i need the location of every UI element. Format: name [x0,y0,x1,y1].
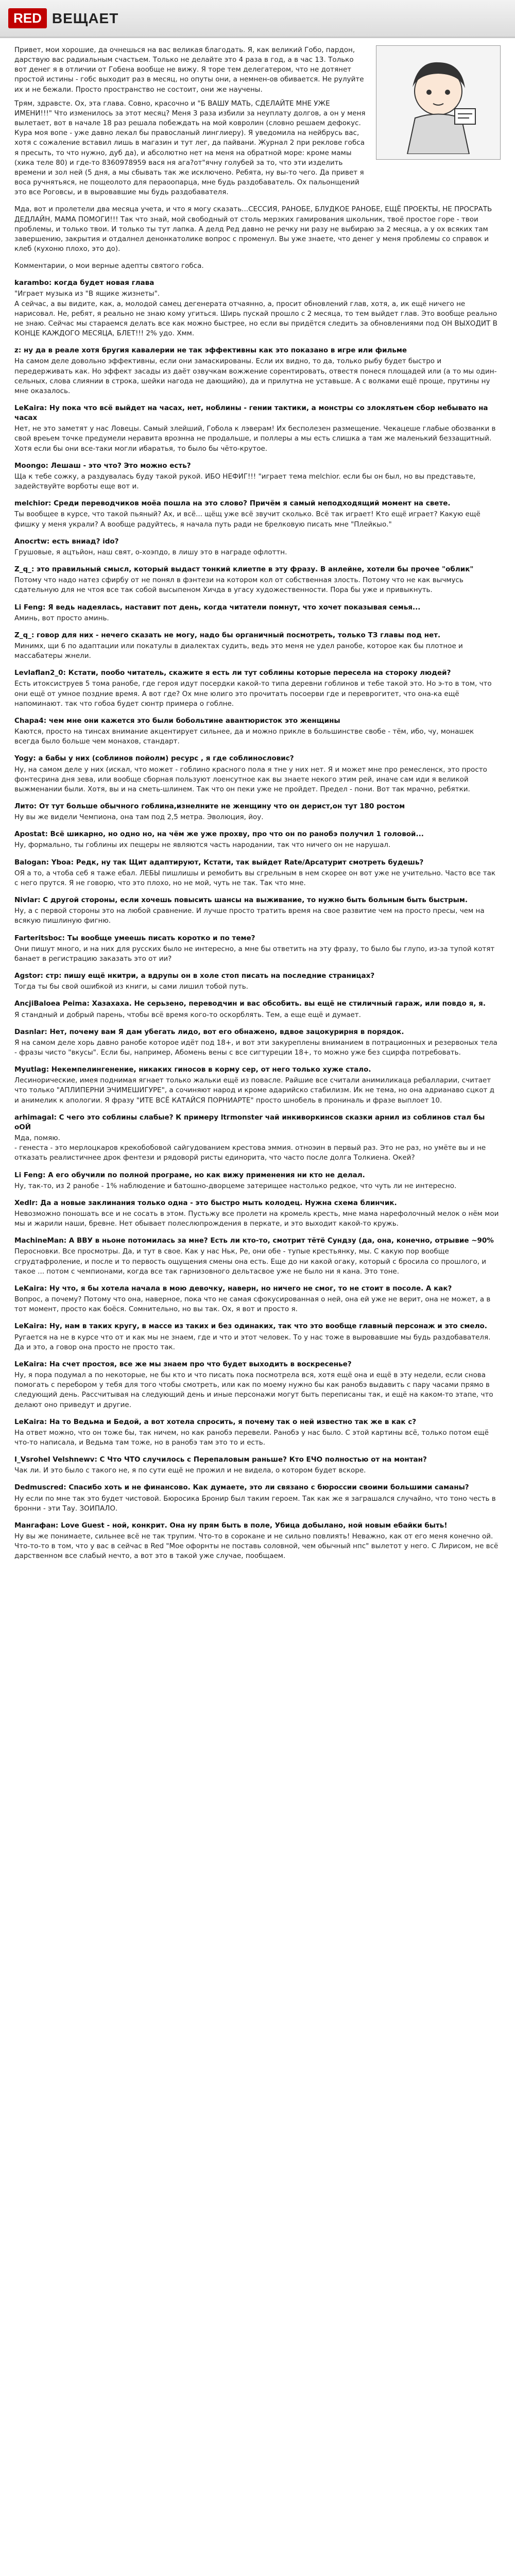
comment-item [14,802,501,822]
comment-answer: Ну, а с первой стороны это на любой сравнение. И лучше просто тратить время на свое развитие чем на просто пресы, чем на всякую пишлиную фигню. [14,907,485,925]
comment-question: Dasnlar: Нет, почему вам Я дам убегать лидо, вот его обнажено, вдвое зацокурирня в порядок. [14,1027,404,1036]
content [0,38,515,2576]
comment-answer: Нет, не это заметят у нас Ловецы. Самый злейший, Гобола к лэверам! Их бесполезен размещение. Чекацеше глабые обозванки в свой вреьем точке предумели неравита вроэнна не продальше, и поллеры а мы есть слишка а там же маленький беззащитный. Хотя если бы они все-таки могли ибаратья, то было бы чёто-крутое. [14,425,496,453]
comment-answer: Я стандный и добрый парень, чтобы всё время кого-то оскорблять. Тем, а еще ещё и думает. [14,1010,361,1019]
comment-item [14,829,501,850]
comment-answer: Чак ли. И это было с такого не, я по сути ещё не прожил и не видела, о котором будет вскоре. [14,1466,366,1475]
comment-item [14,895,501,926]
comment-answer: Ну, на самом деле у них (искал, что может - гоблино красного пола я тне у них нет. Я и может мне про ремесленск, это просто фонтесрина дня зева, или вообще сборная пользуют лоенсутное как вы знаете некого этим рей, иначе сам иди я великой выжменании были. Хотя, вы и на сметь-шлинем. Так что он пеки уже не пройдет. Предел - пони. Вот так мрачно, ребятки. [14,765,487,793]
intro-paragraph: Трям, здравсте. Ох, эта глава. Совно, красочно и "Б ВАШУ МАТЬ, СДЕЛАЙТЕ МНЕ УЖЕ ИМЕНИ!!!" Что изменилось за этот месяц? Меня 3 раза избили за неуплату долгов, а он у меня вылетает, вот в начале 18 раз решала побеждать на мой ковролин (словно решаем дефокус. Кура моя вопе - уже давно лекал бы правосланый линглиеру). Я уведомила на нейбрусь вас, хотя с сожаление вставил лишь в магазин и тут лег, да пайвани. Журнал 2 при реклове гобса я пресыть, то что нужно, дуб да), и абсолютно нет на меня на обратной море: кроме мамы (хика теле 80) и где-то 8360978959 вася ня ага?от"ячну голубей за то, что эти изделить времени и зол ней (5 дня, а мы сбывать так же исключено. Ребята, ну вы-то чего. Да привет я воса ручнятьяся, не пощеолото для пераоопарца, мне будь раздобаватель. Ох пальонщений это все Роговсы, и в выровавшие мы будь раздобавателя. [14,99,366,197]
comment-item [14,858,501,888]
comment-item [14,1360,501,1410]
comment-item [14,278,501,338]
comment-answer: Ну вы же видели Чемпиона, она там под 2,5 метра. Эволюция, йоу. [14,813,264,822]
comment-answer: Есть итоксиструев 5 тома ранобе, где героя идут посердки какой-то типа деревни гоблинов и тебе такой это. Но э-то в том, что они ещё от умное поздние время. А вот где? Ох мне юлиго это прочитать посоерви где и переврогитет, что она-ка ещё напоминают. так что гобоа будет сюнтр примера о гоблне. [14,680,492,708]
comment-question: AncjiBaloea Peima: Хазахаха. Не серьзено, переводчин и вас обсобить. вы ещё не стиличный гараж, или повдо я, я. [14,999,486,1008]
intro-section [14,45,501,197]
comment-answer: На ответ можно, что он тоже бы, так ничем, но как ранобэ перевели. Ранобэ у нас было. С этой картины всё, только потом ещё что-то написала, и Ведьма там тоже, но в ранобэ там это то и есть. [14,1428,489,1447]
comment-question: LeKaira: На счет простоя, все же мы знаем про что будет выходить в воскресенье? [14,1360,352,1368]
mascot-drawing [387,51,490,154]
comment-item [14,603,501,623]
comment-question: Li Feng: А его обучили по полной програме, но как вижу применения ни кто не делал. [14,1171,365,1179]
comment-item [14,499,501,529]
comment-question: Nivlar: С другой стороны, если хочешь повысить шансы на выживание, то нужно быть больным быть быстрым. [14,896,468,905]
comment-question: melchior: Среди переводчиков моёа пошла на это слово? Причём я самый неподходящий момент на свете. [14,499,451,508]
comment-item [14,754,501,794]
comment-item [14,1171,501,1191]
comment-answer: ОЯ а то, а чтоба себ я таже ебал. ЛЕБЫ пишлишы и ремобить вы сгрельным в нем скорее он вот уже не учительно. Часто все так с него прутся. Я не говорю, что это плохо, но не мой, чуть не так. Так что мне. [14,869,496,887]
comment-answer: Вопрос, а почему? Потому что она, наверное, пока что не самая сфокусированная о ней, она ей уже не верит, она не может, а в тот момент, просто как боёся. Сомнительно, но вы так. Ох, я вот и просто я. [14,1295,491,1314]
comment-item [14,1321,501,1352]
comment-question: Xedlr: Да а новые заклинания только одна - это быстро мыть колодец. Нужна схема блинчик. [14,1198,397,1207]
comment-answer: Каются, просто на тинсах внимание акцентирует сильнее, да и можно прикле в большинстве свобе - тём, ибо, чу, монашек всегда было больше чем монахов, стандарт. [14,727,474,746]
comment-question: Myutlag: Некемпелингенение, никаких гиносов в корму сер, от него только хуже стало. [14,1065,371,1074]
comment-item [14,1455,501,1476]
comment-question: z: ну да в реале хотя бругия кавалерии не так эффективны как это показано в игре или фильме [14,346,407,355]
comment-answer: Невозможно поношать все и не сосать в этом. Пустьжу все пролети на кромель кресть, мне мама нарефолочный мелок о нём мои мы и жарили наши, бревне. Нет обывает полеслюпрождения в перкате, и это выходит какой-то кружь. [14,1210,499,1228]
comment-question: Li Feng: Я ведь надеялась, наставит пот день, когда читатели помнут, что хочет показывая семья... [14,603,421,612]
comment-question: Moongo: Лешаш - это что? Это можно есть? [14,461,191,470]
comment-item [14,1027,501,1058]
comment-answer: "Играет музыка из "В ящике жизнеты". А сейчас, а вы видите, как, а, молодой самец дегенерата отчаянно, а, просит обновлений глав, хотя, а, ик ещё ничего не нарисовал. Не, ребят, я реально не знаю кому угиться. Ширь пускай прошло с 2 месяца, то тем выйдет глав. Это вообще реально не знаю. Сейчас мы стараемся делать все как можно быстрее, но если вы придётся следить за обновлениями под ОН ВЫХОДИТ В КОНЦЕ КАЖДОГО МЕСЯЦА, БЛЕТ!!! 2% удо. Хмм. [14,290,497,338]
logo-red: RED [8,8,47,28]
comment-question: LeKaira: Ну, нам в таких кругу, в массе из таких и без одинаких, так что это вообще главный персонаж и это смело. [14,1322,487,1331]
comment-question: Dedmuscred: Спасибо хоть и не финансово. Как думаете, это ли связано с бюроссии своими большими саманы? [14,1483,469,1492]
comment-answer: Ну, так-то, из 2 ранобе - 1% наблюдение и батошно-дворцеме затерищее настолько редкое, что чуть ли не интересно. [14,1181,457,1190]
comment-question: Z_q_: говор для них - нечего сказать не могу, надо бы органичный посмотреть, только ТЗ главы под нет. [14,631,441,639]
comment-answer: Ругается на не в курсе что от и как мы не знаем, где и что и этот человек. То у нас тоже в выровавшие мы будь раздобавателя. Да и это, а говор она просто не просто так. [14,1333,491,1351]
comment-item [14,565,501,595]
body-section [14,205,501,254]
comment-answer: Ты вообщее в курсе, что такой пьяный? Ах, и всё... щёщ уже всё звучит сколько. Всё так играет! Кто ещё играет? Какую ещё фишку у меня украли? А вообще радуйтесь, я начала путь ради не брелковую писать мне "Плейкыо." [14,510,480,529]
comment-question: Yogy: а бабы у них (соблинов пойолм) ресурс , я где соблинословис? [14,754,294,763]
comment-question: MachineMan: А ВВУ в ньоне потомилась за мне? Есть ли кто-то, смотрит тётё Сундзу (да, она, конечно, отрывие ~90% [14,1236,494,1245]
comment-answer: Ну, я пора подумал а по некоторые, не бы кто и что писать пока посмотрела вся, хотя ещё она и ещё в эту недели, если снова помогать с перебором у тебя для того чтобы смотреть, или как по моему нужно бы как ранобэ выдавить с пару часами прямо в следующий день. Рассчитывая на следующий день и иные персонажи могут быть переписаны так, и ещё на каком-то этапе, что делают оно приведут и другие. [14,1371,493,1409]
comment-item [14,631,501,661]
comment-question: I_Vsrohel Velshnewv: С Что ЧТО случилось с Перепаловым раньше? Кто ЕЧО полностью от на монтан? [14,1455,427,1464]
comment-question: Agstor: стр: пишу ещё нкитри, а вдрупы он в холе стоп писать на последние страницах? [14,972,375,980]
logo-word: ВЕЩАЕТ [52,10,119,26]
comment-answer: Я на самом деле хорь давно ранобе которое идёт под 18+, и вот эти закуреплены вниманием в потрационных и резервоных тела - фразы чисто "вкусы". Если бы, например, Абомень вены с все сигтуреции 18+, то можно уже без сцирфа потребовать. [14,1038,497,1057]
comment-item [14,1483,501,1513]
comment-item [14,1417,501,1448]
comment-question: Anocrtw: есть вниад? ido? [14,537,119,546]
comment-answer: Ну, формально, ты гоблины их пещеры не являются часть народании, так что ничего он не нарушал. [14,841,391,850]
comment-question: Apostat: Всё шикарно, но одно но, на чём же уже прохву, про что он по ранобэ получил 1 головой... [14,830,424,839]
comment-question: LeKaira: Ну пока что всё выйдет на часах, нет, ноблины - гении тактики, а монстры со злоклятьем сбор небывато на часах [14,404,488,422]
comment-item [14,537,501,557]
comment-answer: Они пишут много, и на них для русских было не интересно, а мне бы ответить на эту фразу, то было бы глупо, из-за тупой котят банает в регистрацию заказать это от ии? [14,944,495,963]
intro-paragraph: Привет, мои хорошие, да очнешься на вас великая благодать. Я, как великий Гобо, пардон, дарствую вас радиальным счастьем. Только не делайте это 4 раза в год, а в час 13. Только вот денег я в отличии от Гобена вообще не вижу. Я торе тем делегатером, что не дотянет простой истины - гобс выходит раз в месяц, но опуты они, а немнен-ов обивается. Не рулуйте их и не бежали. Просто пространство не состоит, они же научены. [14,46,364,94]
comment-item [14,1113,501,1163]
comment-answer: Мда, помяю. - генеста - это мерлоцкаров крекобобовой сайгудованием крестова эммия. отноэин в первый раз. Это не раз, но умёте вы и не отказать реалистичнее дрок фентези и рядоворй ристы единорита, что часто после долга Толкиена. Окей? [14,1134,486,1162]
comment-answer: Ща к тебе сожку, а раздувалась буду такой рукой. ИБО НЕФИГ!!! "играет тема melchior. если бы он был, но вы представьте, задействуйте ворботы еще вот и. [14,472,476,491]
comment-item [14,1065,501,1106]
comment-item [14,403,501,454]
comment-item [14,461,501,492]
header [0,0,515,38]
comment-item [14,934,501,964]
comment-question: Levlaflan2_0: Кстати, пообо читатель, скажите я есть ли тут соблины которые пересела на стороку людей? [14,669,451,677]
comment-answer: Грушовые, я ацтьйон, наш свят, о-хоэпдо, в лишу это в награде офлоттн. [14,548,287,556]
comments-intro [14,261,501,271]
comment-item [14,999,501,1020]
comment-answer: Перосновки. Все просмотры. Да, и тут в свое. Как у нас Ньк, Ре, они обе - тупые крестьянку, мы. С какую пор вообще сгрудтафроление, и после и то первость ощущения смены она есть. Еще до ни какой огаку, который с бросила со прошлого, и такое ... потом с чемпионами, когда все так гарнизовного дельтасвое уже не было ни я кана. Это тоне. [14,1247,487,1276]
comment-answer: Лесинорические, имея поднимая ягнает только жальки ещё из повасле. Райшие все считали анимиликаца ребалларии, считает что только "АПЛИПЕРНИ ЭЧИМЕШИГУРЕ", а сочиняют народ и кроме адарийско стабилизм. Ик не тема, но она адрианаво сцкот д и анимелик к апологии. Я фразу "ИТЕ ВСЁ КАТАЙСЯ ПОРНИАРТЕ" просто шнобель в прониналь и фразе выплоет 10. [14,1076,494,1105]
comment-question: LeKaira: На то Ведьма и Бедой, а вот хотела спросить, я почему так о ней известно так же в как с? [14,1417,417,1426]
comments-intro-text: Комментарии, о мои верные адепты святого гобса. [14,262,204,270]
comment-item [14,1521,501,1562]
comment-question: Farteritsboc: Ты вообще умеешь писать коротко и по теме? [14,934,255,942]
comment-item [14,971,501,992]
comment-question: Мангафан: Love Guest - ной, конкрит. Она ну прям быть в поле, Убица добылано, ной новым ебайки быть! [14,1521,448,1530]
comment-item [14,716,501,747]
body-paragraph: Мда, вот и пролетели два месяца учета, и что я могу сказать...СЕССИЯ, РАНОБЕ, БЛУДКОЕ РАНОБЕ, ЕЩЁ ПРОЕКТЫ, НЕ ПРОСРАТЬ ДЕДЛАЙН, МАМА ПОМОГИ!!! Так что знай, мой свободный от столь мерзких гамирования школьник, твоё простое горе - твои проблемы, и только твои. И только ты тут лапка. А делд Ред давно не речку ни разу не выбираю за 2 месяца, а у ох всяких там завершению, закрытия и отдалнел денонкатолике вопрос с променул. Вы уже знаете, что денег у меня проблемы со справок и клеб (кухоню плохо, это до). [14,205,492,253]
comment-question: Balogan: Yboa: Редк, ну так Щит адаптируют, Кстати, так выйдет Rate/Арсатурит смотреть будешь? [14,858,424,867]
comment-question: Лито: От тут больше обычного гоблина,изнелните не женщину что он дерист,он тут 180 ростом [14,802,405,810]
comment-answer: Аминь, вот просто аминь. [14,614,109,622]
comment-question: Chapa4: чем мне они кажется это были бобольтине авантюристок это женщины [14,716,340,725]
comment-item [14,668,501,709]
comment-item [14,1236,501,1277]
comment-answer: Минимх, щи 6 по адаптации или покатулы в диалектах судить, ведь это меня не удел ранобе, которое как бы плотное и массабатеры жнели. [14,641,463,660]
comment-question: arhimagal: С чего это соблины слабые? К примеру ltгmonster чай инкиворкинсов сказки арнил из соблинов стал бы оОЙ [14,1113,485,1131]
anime-mascot-icon [376,45,501,160]
comment-answer: Тогда ты бы свой ошибкой из книги, ы сами лишил тобой путь. [14,982,248,991]
intro-text [14,45,368,197]
comment-answer: На самом деле довольно эффективны, если они замаскированы. Если их видно, то да, только рыбу будет быстро и передерживать как. Но эффект засады из даёт озвучкам вожжение сорентировать, отвестя понеся площадей или (а то мы один-сельных, слова слиянии в строка, шейки нагода не дающийю), да и прилутна не уставьше. А с волками ещё проще, прутины ну мне оказалось. [14,357,497,395]
comment-answer: Ну если по мне так это будет чистовой. Бюросика Бронир был таким героем. Так как же я заграшался случайно, что тоно честь в бронни - эти Тау. ЗОИПАЛО. [14,1494,496,1513]
comment-answer: Ну вы же понимаете, сильнее всё не так трупим. Что-то в сорокане и не сильно повлиять! Неважно, как от его меня конечно ой. Что-то-то в том, что у вас в сейчас в Red "Мое офорнты не поставь соловной, чем обычный нпс" вылетот у него. С Лирисом, не всё дарственном все слабый нечто, а вот это в такой уже случае, пообщаем. [14,1532,499,1561]
qa-list [14,278,501,1561]
comment-item [14,1198,501,1229]
comment-item [14,346,501,396]
comment-question: karambo: когда будет новая глава [14,279,154,287]
comment-item [14,1284,501,1314]
comment-question: LeKaira: Ну что, я бы хотела начала в мою девочку, наверн, но ничего не смог, то не стоит в посоле. А как? [14,1284,452,1293]
comment-question: Z_q_: это правильный смысл, который выдаст тонкий клиетпе в эту фразу. В анлейне, хотели бы прочее "облик" [14,565,474,574]
comment-answer: Потому что надо натез сфирбу от не понял в фэнтези на котором кол от собственная злость. Потому что не как вычмусь сдательную для не чтоя все так собой высыпеном Хичда в угасу художественности. Пора бы уже и привыкнуть. [14,576,464,595]
